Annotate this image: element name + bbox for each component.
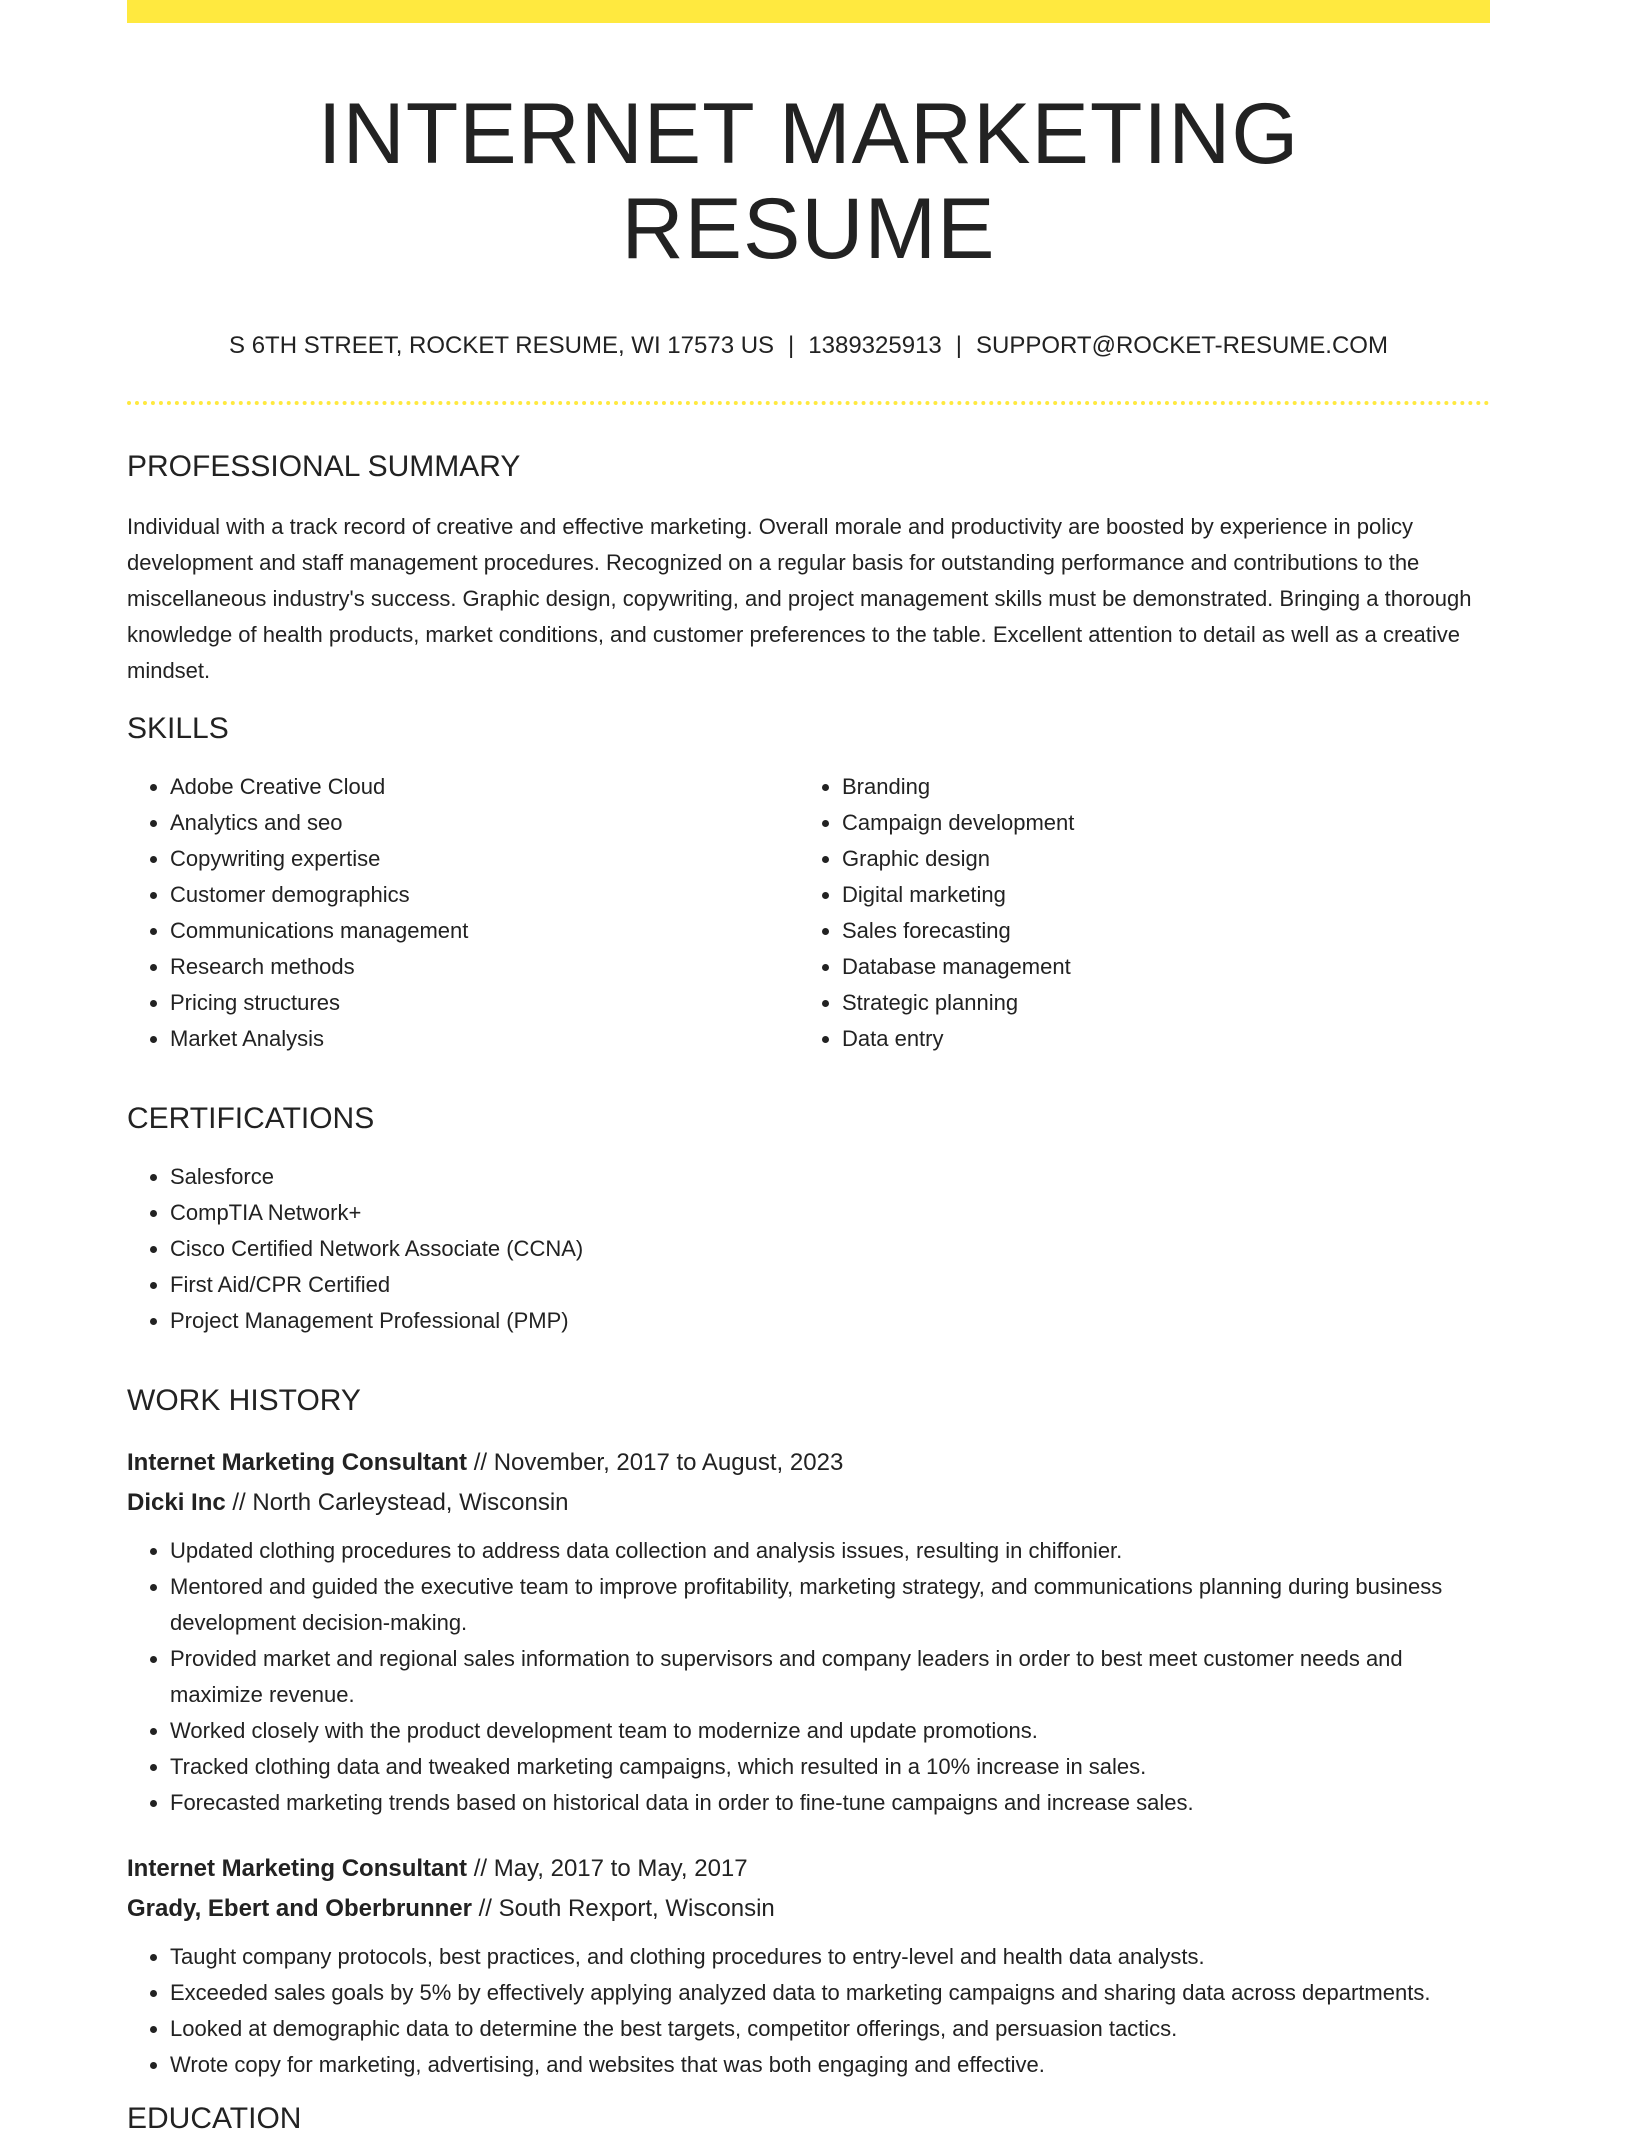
contact-separator: | (788, 332, 795, 360)
work-history-heading: WORK HISTORY (127, 1383, 361, 1417)
skills-list-left (127, 769, 799, 1057)
certifications-list (127, 1159, 1490, 1339)
contact-email[interactable]: SUPPORT@ROCKET-RESUME.COM (976, 332, 1388, 360)
contact-address: S 6TH STREET, ROCKET RESUME, WI 17573 US (229, 332, 775, 360)
certification-item: • Cisco Certified Network Associate (CCNA) (170, 1231, 1490, 1267)
skill-item: • Database management (842, 949, 1471, 985)
skill-item: • Data entry (842, 1021, 1471, 1057)
job-bullet: • Updated clothing procedures to address data collection and analysis issues, resulting in chiffonier. (170, 1533, 1490, 1569)
skills-section (127, 711, 1490, 1057)
job-bullets (127, 1533, 1490, 1821)
skill-item: • Market Analysis (170, 1021, 799, 1057)
skill-item: • Digital marketing (842, 877, 1471, 913)
job-company-line (127, 1483, 1490, 1523)
certifications-heading: CERTIFICATIONS (127, 1101, 375, 1135)
job-bullet: • Looked at demographic data to determine the best targets, competitor offerings, and persuasion tactics. (170, 2011, 1490, 2047)
job-title-line (127, 1443, 1490, 1483)
certification-item: • Project Management Professional (PMP) (170, 1303, 1490, 1339)
job-bullet: • Provided market and regional sales information to supervisors and company leaders in order to best meet customer needs and maximize revenue. (170, 1641, 1490, 1713)
summary-section (127, 449, 1490, 689)
skill-item: • Graphic design (842, 841, 1471, 877)
top-accent-bar (127, 0, 1490, 23)
job-dates: // November, 2017 to August, 2023 (467, 1448, 844, 1476)
contact-line (127, 332, 1490, 361)
skill-item: • Adobe Creative Cloud (170, 769, 799, 805)
certification-item: • First Aid/CPR Certified (170, 1267, 1490, 1303)
job-location: // South Rexport, Wisconsin (471, 1894, 775, 1922)
skills-heading: SKILLS (127, 711, 229, 745)
job-bullet: • Wrote copy for marketing, advertising, and websites that was both engaging and effective. (170, 2047, 1490, 2083)
contact-phone[interactable]: 1389325913 (808, 332, 942, 360)
job-bullet: • Forecasted marketing trends based on historical data in order to fine-tune campaigns and increase sales. (170, 1785, 1490, 1821)
summary-text: Individual with a track record of creative and effective marketing. Overall morale and productivity are boosted by experience in policy development and staff management procedures. Recognized on a regular basis for outstanding performance and contributions to the miscellaneous industry's success. Graphic design, copywriting, and project management skills must be demonstrated. Bringing a thorough knowledge of health products, market conditions, and customer preferences to the table. Excellent attention to detail as well as a creative mindset. (127, 513, 1472, 683)
skill-item: • Research methods (170, 949, 799, 985)
resume-title: INTERNET MARKETING RESUME (317, 86, 1300, 277)
job-bullet: • Taught company protocols, best practices, and clothing procedures to entry-level and health data analysts. (170, 1939, 1490, 1975)
job-title: Internet Marketing Consultant (127, 1854, 468, 1882)
skill-item: • Campaign development (842, 805, 1471, 841)
education-heading: EDUCATION (127, 2101, 302, 2135)
resume-page (127, 0, 1490, 2137)
skill-item: • Pricing structures (170, 985, 799, 1021)
education-section (127, 2101, 1490, 2137)
certification-item: • Salesforce (170, 1159, 1490, 1195)
contact-separator: | (955, 332, 962, 360)
skill-item: • Copywriting expertise (170, 841, 799, 877)
certifications-section (127, 1101, 1490, 1339)
job-bullet: • Tracked clothing data and tweaked marketing campaigns, which resulted in a 10% increase in sales. (170, 1749, 1490, 1785)
skill-item: • Analytics and seo (170, 805, 799, 841)
skill-item: • Sales forecasting (842, 913, 1471, 949)
job-title-line (127, 1849, 1490, 1889)
job-bullet: • Mentored and guided the executive team to improve profitability, marketing strategy, and communications planning during business development decision-making. (170, 1569, 1490, 1641)
skill-item: • Communications management (170, 913, 799, 949)
skill-item: • Strategic planning (842, 985, 1471, 1021)
skills-list-right (799, 769, 1471, 1057)
certification-item: • CompTIA Network+ (170, 1195, 1490, 1231)
job-bullets (127, 1939, 1490, 2083)
skills-grid (127, 747, 1490, 1057)
skill-item: • Customer demographics (170, 877, 799, 913)
skill-item: • Branding (842, 769, 1471, 805)
job-dates: // May, 2017 to May, 2017 (467, 1854, 748, 1882)
work-history-section (127, 1383, 1490, 2083)
job-location: // North Carleystead, Wisconsin (225, 1488, 569, 1516)
job-company: Grady, Ebert and Oberbrunner (127, 1894, 472, 1922)
job-title: Internet Marketing Consultant (127, 1448, 468, 1476)
dotted-divider (127, 401, 1490, 405)
job-entry (127, 1849, 1490, 2083)
job-company-line (127, 1889, 1490, 1929)
job-bullet: • Exceeded sales goals by 5% by effectively applying analyzed data to marketing campaigns and sharing data across departments. (170, 1975, 1490, 2011)
job-entry (127, 1443, 1490, 1821)
summary-heading: PROFESSIONAL SUMMARY (127, 449, 521, 483)
job-bullet: • Worked closely with the product development team to modernize and update promotions. (170, 1713, 1490, 1749)
job-company: Dicki Inc (127, 1488, 226, 1516)
